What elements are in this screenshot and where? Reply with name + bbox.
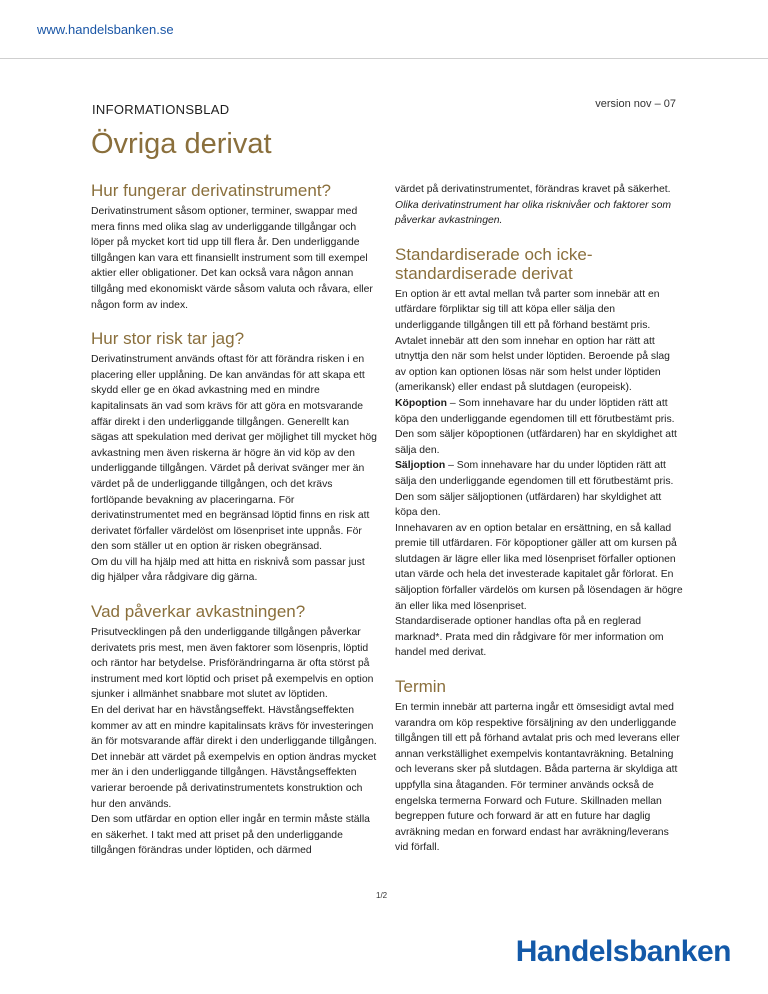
term-put-option: Säljoption	[395, 460, 446, 472]
top-bar	[0, 0, 768, 59]
section-heading-how-derivatives-work: Hur fungerar derivatinstrument?	[91, 181, 332, 200]
right-column	[395, 182, 683, 856]
paragraph: värdet på derivatinstrumentet, förändras kravet på säkerhet.	[395, 184, 671, 195]
italic-note: Olika derivatinstrument har olika risknivåer och faktorer som påverkar avkastningen.	[395, 199, 672, 227]
section-heading-forward: Termin	[395, 677, 447, 697]
page-title: Övriga derivat	[91, 128, 272, 160]
paragraph: Derivatinstrument används oftast för att förändra risken i en placering eller upplåning. De kan användas för att skapa ett skydd eller ge en ökad avkastning med en mindre kapitalinsats än vad som krävs för att göra en motsvarande affär direkt i den underliggande tillgången. Generellt kan sägas att spekulation med derivat ger möjlighet till mycket hög avkastning men även riskerna är högre än vid köp av den underliggande tillgången. Värdet på derivat svänger mer än värdet på de underliggande tillgången, och det krävs fortlöpande bevakning av placeringarna. För derivatinstrumentet med en begränsad löptid finns en risk att derivatet förfaller värdelöst om lösenpriset inte uppnås. För den som ställer ut en option är risken obegränsad.	[91, 354, 377, 553]
version-label: version nov – 07	[595, 98, 676, 110]
site-url-link[interactable]: www.handelsbanken.se	[37, 22, 174, 37]
definition-text: – Som innehavare har du under löptiden rätt att köpa den underliggande egendomen till ett förutbestämt pris. Den som säljer köpoptionen (utfärdaren) har en skyldighet att sälja den.	[395, 397, 677, 456]
paragraph: Prisutvecklingen på den underliggande tillgången påverkar derivatets pris mest, men även faktorer som lösenpris, löptid och räntor har betydelse. Prisförändringarna är ofta störst på instrument med kort löptid och priset på exempelvis en option sjunker i allmänhet snabbare mot slutet av löptiden.	[91, 627, 374, 701]
paragraph: Standardiserade optioner handlas ofta på en reglerad marknad*. Prata med din rådgivare för mer information om handel med derivat.	[395, 616, 664, 659]
paragraph: Derivatinstrument såsom optioner, terminer, swappar med mera finns med olika slag av underliggande tillgångar och löper på mycket kort tid upp till flera år. Den underliggande tillgången kan vara ett finansiellt instrument som till exempel aktier eller obligationer. Det kan också vara någon annan tillgång med ekonomiskt värde såsom valuta och råvara, eller någon form av index.	[91, 206, 373, 311]
page-number: 1/2	[376, 891, 388, 900]
document-type-label: INFORMATIONSBLAD	[92, 102, 230, 117]
section-heading-risk: Hur stor risk tar jag?	[91, 329, 245, 349]
paragraph: Den som utfärdar en option eller ingår en termin måste ställa en säkerhet. I takt med att priset på den underliggande tillgången förändras under löptiden, och därmed	[91, 814, 370, 857]
paragraph: Innehavaren av en option betalar en ersättning, en så kallad premie till utfärdaren. För köpoptioner gäller att om kursen på slutdagen är lägre eller lika med lösenpriset förfaller optionen utan värde och hela det investerade kapitalet går förlorat. En säljoption förfaller värdelös om kursen på lösendagen är högre än eller lika med lösenpriset.	[395, 522, 683, 612]
section-heading-standardized: Standardiserade och icke-standardiserade derivat	[395, 244, 593, 283]
paragraph: En termin innebär att parterna ingår ett ömsesidigt avtal med varandra om köp respektive försäljning av den underliggande tillgången till ett på förhand avtalat pris och med leverans eller annan verkställighet exempelvis kontantavräkning. Betalning och leverans sker på slutdagen. Båda parterna är skyldiga att uppfylla sina åtaganden. För terminer används också de engelska termerna Forward och Future. Skillnaden mellan begreppen future och forward är att en future har daglig avräkning medan en forward endast har avräkning/leverans vid förfall.	[395, 702, 680, 854]
paragraph-put-option	[395, 458, 683, 520]
term-call-option: Köpoption	[395, 397, 447, 409]
paragraph-call-option	[395, 396, 683, 458]
paragraph: En del derivat har en hävstångseffekt. Hävstångseffekten kommer av att en mindre kapitalinsats krävs för investeringen än för motsvarande affär direkt i den underliggande tillgången. Det innebär att värdet på exempelvis en option ändras mycket mer än i den underliggande tillgången. Hävstångseffekten varierar beroende på derivatinstrumentets konstruktion och hur den används.	[91, 705, 377, 810]
paragraph: En option är ett avtal mellan två parter som innebär att en utfärdare förpliktar sig till att köpa eller sälja den underliggande tillgången till ett på förhand bestämt pris. Avtalet innebär att den som innehar en option har rätt att utnyttja den när som helst under löptiden. Beroende på slag av option kan optionen lösas när som helst under löptiden (amerikansk) eller endast på slutdagen (europeisk).	[395, 288, 670, 394]
definition-text: – Som innehavare har du under löptiden rätt att sälja den underliggande egendomen till ett förutbestämt pris. Den som säljer säljoptionen (utfärdaren) har skyldighet att köpa den.	[395, 460, 674, 519]
section-heading-return: Vad påverkar avkastningen?	[91, 602, 306, 622]
paragraph: Om du vill ha hjälp med att hitta en risknivå som passar just dig hjälper våra rådgivare dig gärna.	[91, 556, 365, 584]
left-column	[91, 181, 379, 859]
handelsbanken-logo: Handelsbanken	[515, 935, 731, 968]
